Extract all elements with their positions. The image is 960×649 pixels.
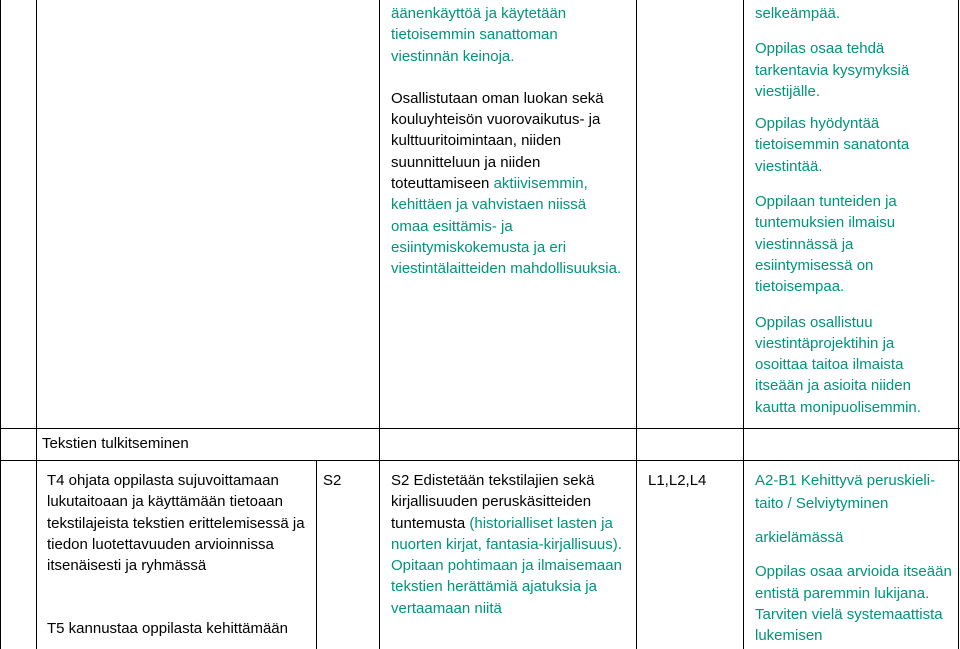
col-divider-3 [379,0,380,649]
table-border-left [0,0,1,649]
content-text-green-2: Opitaan pohtimaan ja ilmaisemaan tekstien herättämiä ajatuksia ja vertaamaan niitä [391,557,622,617]
section-heading: Tekstien tulkitseminen [42,435,189,452]
col-divider-4 [636,0,637,649]
content-text-black: S2 Edistetään tekstilajien sekä kirjallisuuden peruskäsitteiden tuntemusta [391,472,595,532]
content-cell-top [391,3,623,280]
criteria-item-2: Oppilas osaa tehdä tarkentavia kysymyksiä viestijälle. [755,40,910,100]
level-line-2: taito / Selviytyminen [755,495,889,512]
row-divider-1 [0,428,960,429]
content-cell-bottom [391,470,626,619]
criteria-item-3: Oppilas hyödyntää tietoisemmin sanatonta viestintää. [755,115,910,175]
col-divider-1 [36,0,37,649]
criteria-item-5: Oppilas osallistuu viestintäprojektihin ja osoittaa taitoa ilmaista itseään ja asioita niiden kautta monipuolisemmin. [755,313,921,416]
competences-cell: L1,L2,L4 [648,472,707,489]
col-divider-5 [743,0,744,649]
content-text-green-1: (historialliset lasten ja nuorten kirjat, fantasia-kirjallisuus). [391,514,622,553]
content-area-cell: S2 [323,472,342,489]
content-paragraph-2-black: Osallistutaan oman luokan sekä kouluyhteisön vuorovaikutus- ja kulttuuritoimintaan, niiden suunnitteluun ja niiden toteuttamiseen [391,89,604,193]
level-line-1: A2-B1 Kehittyvä peruskieli- [755,472,936,489]
criteria-item-1: selkeämpää. [755,5,841,22]
criteria-item-4: Oppilaan tunteiden ja tuntemuksien ilmaisu viestinnässä ja esiintymisessä on tietoisempaa. [755,193,897,296]
objective-t4: T4 ohjata oppilasta sujuvoittamaan lukutaitoaan ja käyttämään tietoaan tekstilajeista tekstien erittelemisessä ja tiedon luotettavuuden arvioinnissa itsenäisesti ja ryhmässä [47,472,305,575]
row-divider-2 [0,460,960,461]
criteria-cell-top [755,3,950,418]
objective-t5: T5 kannustaa oppilasta kehittämään [47,620,288,638]
content-paragraph-2 [391,88,623,280]
table-border-right [958,0,959,649]
criteria-cell-bottom [755,470,955,646]
content-paragraph-2-green: aktiivisemmin, kehittäen ja vahvistaen niissä omaa esittämis- ja esiintymiskokemusta ja eri viestintälaitteiden mahdollisuuksia. [391,175,622,278]
content-paragraph-1: äänenkäyttöä ja käytetään tietoisemmin sanattoman viestinnän keinoja. [391,5,567,65]
criteria-assessment: Oppilas osaa arvioida itseään entistä paremmin lukijana. Tarviten vielä systemaattista lukemisen [755,563,952,645]
col-divider-2 [316,460,317,649]
objectives-cell [47,470,312,640]
level-line-3: arkielämässä [755,529,844,546]
